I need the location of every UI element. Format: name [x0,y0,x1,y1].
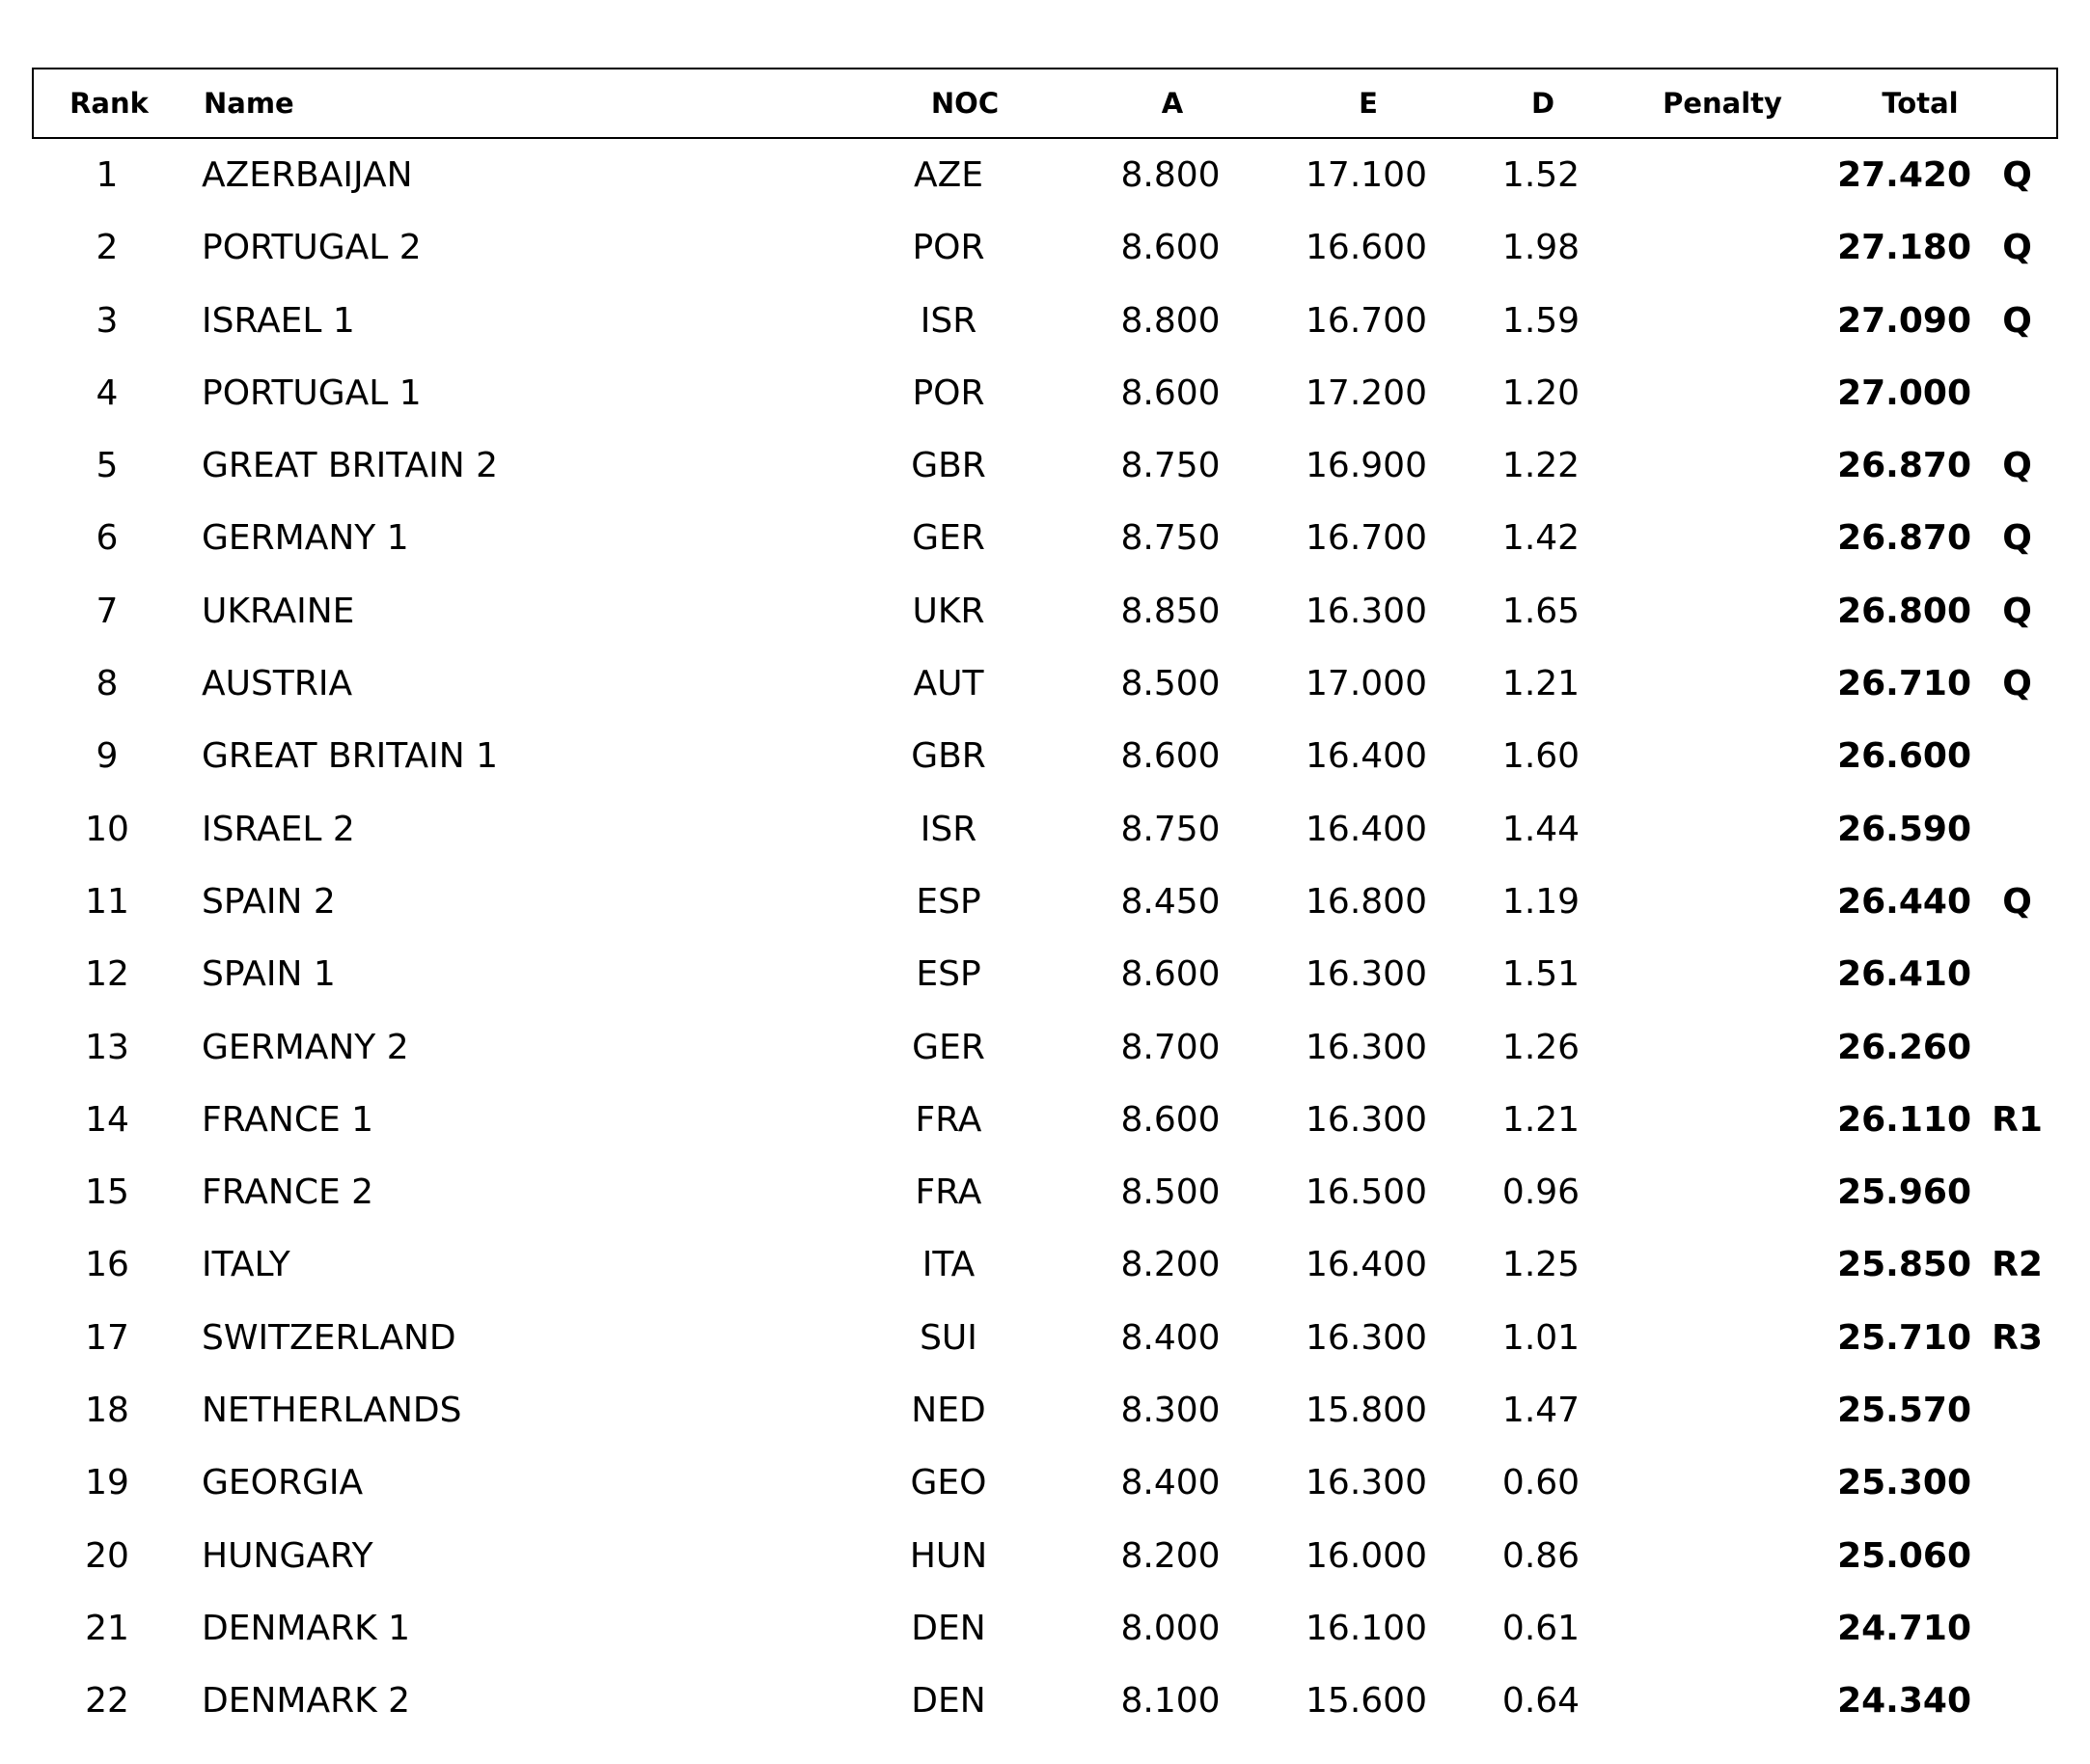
e-score-cell: 17.000 [1306,664,1427,704]
a-score-cell: 8.800 [1120,300,1221,341]
d-score-cell: 1.01 [1501,1317,1581,1358]
noc-cell: HUN [909,1535,988,1576]
table-row [32,211,2058,284]
total-score-cell: 27.420 [1837,155,1971,195]
table-row [32,648,2058,720]
noc-cell: FRA [915,1099,982,1140]
table-header [32,68,2058,139]
a-score-cell: 8.500 [1120,1172,1221,1213]
rank-cell: 21 [85,1608,129,1648]
team-name-cell: GERMANY 2 [202,1027,409,1067]
penalty-cell [1614,1302,1827,1374]
table-row [32,1156,2058,1228]
rank-cell: 2 [96,228,119,268]
penalty-cell [1614,429,1827,502]
table-row [32,938,2058,1010]
noc-cell: ISR [920,809,977,849]
table-row [32,1302,2058,1374]
table-row [32,1447,2058,1519]
a-score-cell: 8.600 [1120,736,1221,777]
team-name-cell: HUNGARY [202,1535,373,1576]
team-name-cell: SPAIN 1 [202,954,336,995]
e-score-cell: 16.100 [1306,1608,1427,1648]
total-score-cell: 24.340 [1837,1681,1971,1722]
rank-cell: 8 [96,664,119,704]
e-score-cell: 16.300 [1306,954,1427,995]
rank-cell: 16 [85,1245,129,1285]
team-name-cell: ITALY [202,1245,290,1285]
qualification-mark: Q [2002,228,2032,268]
penalty-cell [1614,1374,1827,1447]
e-score-cell: 16.300 [1306,1099,1427,1140]
noc-cell: ESP [916,954,981,995]
noc-cell: ITA [921,1245,976,1285]
qualification-mark [1981,357,2053,429]
noc-cell: FRA [915,1172,982,1213]
total-score-cell: 26.590 [1837,809,1971,849]
e-score-cell: 16.300 [1306,1463,1427,1503]
d-score-cell: 0.60 [1501,1463,1581,1503]
total-score-cell: 27.000 [1837,372,1971,413]
team-name-cell: SWITZERLAND [202,1317,456,1358]
team-name-cell: DENMARK 1 [202,1608,411,1648]
e-score-cell: 16.300 [1306,591,1427,631]
rank-cell: 19 [85,1463,129,1503]
noc-cell: ISR [920,300,977,341]
a-score-cell: 8.600 [1120,954,1221,995]
penalty-cell [1614,285,1827,357]
e-score-cell: 15.800 [1306,1391,1427,1431]
a-score-cell: 8.100 [1120,1681,1221,1722]
table-row [32,575,2058,648]
table-row [32,1665,2058,1737]
qualification-mark: R3 [1992,1317,2043,1358]
qualification-mark [1981,1520,2053,1592]
total-score-cell: 27.180 [1837,228,1971,268]
team-name-cell: GREAT BRITAIN 1 [202,736,498,777]
d-score-cell: 1.98 [1501,228,1581,268]
rank-cell: 12 [85,954,129,995]
qualification-mark: Q [2002,518,2032,559]
team-name-cell: PORTUGAL 1 [202,372,422,413]
penalty-cell [1614,938,1827,1010]
total-score-cell: 26.440 [1837,881,1971,922]
e-score-cell: 16.000 [1306,1535,1427,1576]
table-row [32,139,2058,211]
e-score-cell: 16.600 [1306,228,1427,268]
d-score-cell: 0.64 [1501,1681,1581,1722]
rank-cell: 5 [96,446,119,486]
total-score-cell: 24.710 [1837,1608,1971,1648]
team-name-cell: ISRAEL 2 [202,809,355,849]
total-score-cell: 26.870 [1837,446,1971,486]
d-score-cell: 1.21 [1501,664,1581,704]
header-name: Name [204,87,294,120]
header-rank: Rank [69,87,149,120]
d-score-cell: 1.20 [1501,372,1581,413]
team-name-cell: UKRAINE [202,591,355,631]
total-score-cell: 26.800 [1837,591,1971,631]
penalty-cell [1614,1447,1827,1519]
rank-cell: 22 [85,1681,129,1722]
a-score-cell: 8.750 [1120,446,1221,486]
rank-cell: 1 [96,155,119,195]
a-score-cell: 8.200 [1120,1535,1221,1576]
qualification-mark: Q [2002,155,2032,195]
rank-cell: 4 [96,372,119,413]
rank-cell: 3 [96,300,119,341]
d-score-cell: 1.59 [1501,300,1581,341]
a-score-cell: 8.500 [1120,664,1221,704]
e-score-cell: 16.400 [1306,809,1427,849]
qualification-mark [1981,1374,2053,1447]
team-name-cell: PORTUGAL 2 [202,228,422,268]
rank-cell: 6 [96,518,119,559]
table-row [32,1084,2058,1156]
team-name-cell: GEORGIA [202,1463,364,1503]
d-score-cell: 1.25 [1501,1245,1581,1285]
noc-cell: DEN [911,1608,986,1648]
team-name-cell: FRANCE 1 [202,1099,374,1140]
table-row [32,502,2058,574]
header-a: A [1161,87,1184,120]
a-score-cell: 8.750 [1120,518,1221,559]
a-score-cell: 8.750 [1120,809,1221,849]
total-score-cell: 25.960 [1837,1172,1971,1213]
noc-cell: NED [911,1391,986,1431]
e-score-cell: 16.900 [1306,446,1427,486]
team-name-cell: AZERBAIJAN [202,155,413,195]
total-score-cell: 25.710 [1837,1317,1971,1358]
qualification-mark [1981,720,2053,792]
rank-cell: 11 [85,881,129,922]
total-score-cell: 26.110 [1837,1099,1971,1140]
table-row [32,1228,2058,1301]
d-score-cell: 0.96 [1501,1172,1581,1213]
d-score-cell: 1.42 [1501,518,1581,559]
penalty-cell [1614,1228,1827,1301]
qualification-mark: Q [2002,446,2032,486]
team-name-cell: DENMARK 2 [202,1681,411,1722]
total-score-cell: 27.090 [1837,300,1971,341]
e-score-cell: 16.800 [1306,881,1427,922]
noc-cell: GBR [911,446,986,486]
team-name-cell: AUSTRIA [202,664,353,704]
penalty-cell [1614,1156,1827,1228]
e-score-cell: 16.300 [1306,1317,1427,1358]
noc-cell: GER [912,518,985,559]
e-score-cell: 17.100 [1306,155,1427,195]
penalty-cell [1614,1084,1827,1156]
table-row [32,1592,2058,1665]
qualification-mark [1981,938,2053,1010]
noc-cell: AUT [913,664,984,704]
e-score-cell: 16.300 [1306,1027,1427,1067]
rank-cell: 15 [85,1172,129,1213]
a-score-cell: 8.850 [1120,591,1221,631]
header-total: Total [1882,87,1959,120]
d-score-cell: 1.65 [1501,591,1581,631]
table-row [32,429,2058,502]
penalty-cell [1614,1592,1827,1665]
e-score-cell: 16.700 [1306,518,1427,559]
e-score-cell: 16.700 [1306,300,1427,341]
table-row [32,285,2058,357]
penalty-cell [1614,575,1827,648]
penalty-cell [1614,357,1827,429]
d-score-cell: 1.47 [1501,1391,1581,1431]
total-score-cell: 26.710 [1837,664,1971,704]
qualification-mark [1981,1156,2053,1228]
rank-cell: 7 [96,591,119,631]
noc-cell: SUI [920,1317,977,1358]
penalty-cell [1614,1665,1827,1737]
noc-cell: UKR [912,591,985,631]
rank-cell: 9 [96,736,119,777]
qualification-mark [1981,1011,2053,1084]
a-score-cell: 8.600 [1120,372,1221,413]
rank-cell: 20 [85,1535,129,1576]
d-score-cell: 1.22 [1501,446,1581,486]
qualification-mark: Q [2002,881,2032,922]
rank-cell: 13 [85,1027,129,1067]
header-d: D [1530,87,1555,120]
header-penalty: Penalty [1663,87,1782,120]
e-score-cell: 16.400 [1306,736,1427,777]
noc-cell: DEN [911,1681,986,1722]
team-name-cell: GERMANY 1 [202,518,409,559]
a-score-cell: 8.400 [1120,1463,1221,1503]
qualification-mark [1981,1592,2053,1665]
a-score-cell: 8.200 [1120,1245,1221,1285]
total-score-cell: 25.570 [1837,1391,1971,1431]
team-name-cell: NETHERLANDS [202,1391,462,1431]
table-row [32,1374,2058,1447]
noc-cell: AZE [913,155,984,195]
a-score-cell: 8.800 [1120,155,1221,195]
d-score-cell: 1.19 [1501,881,1581,922]
e-score-cell: 15.600 [1306,1681,1427,1722]
qualification-mark: R2 [1992,1245,2043,1285]
noc-cell: POR [912,372,985,413]
table-row [32,1011,2058,1084]
e-score-cell: 16.500 [1306,1172,1427,1213]
header-e: E [1359,87,1378,120]
a-score-cell: 8.700 [1120,1027,1221,1067]
d-score-cell: 1.26 [1501,1027,1581,1067]
penalty-cell [1614,720,1827,792]
penalty-cell [1614,139,1827,211]
noc-cell: ESP [916,881,981,922]
header-noc: NOC [930,87,1000,120]
penalty-cell [1614,1520,1827,1592]
a-score-cell: 8.400 [1120,1317,1221,1358]
a-score-cell: 8.600 [1120,1099,1221,1140]
a-score-cell: 8.000 [1120,1608,1221,1648]
total-score-cell: 25.850 [1837,1245,1971,1285]
e-score-cell: 17.200 [1306,372,1427,413]
qualification-mark: Q [2002,591,2032,631]
table-row [32,720,2058,792]
noc-cell: POR [912,228,985,268]
qualification-mark: Q [2002,664,2032,704]
team-name-cell: FRANCE 2 [202,1172,374,1213]
table-row [32,793,2058,866]
total-score-cell: 26.870 [1837,518,1971,559]
d-score-cell: 1.44 [1501,809,1581,849]
d-score-cell: 1.52 [1501,155,1581,195]
noc-cell: GER [912,1027,985,1067]
penalty-cell [1614,866,1827,938]
rank-cell: 18 [85,1391,129,1431]
rank-cell: 17 [85,1317,129,1358]
qualification-mark [1981,793,2053,866]
d-score-cell: 0.86 [1501,1535,1581,1576]
total-score-cell: 26.410 [1837,954,1971,995]
d-score-cell: 1.60 [1501,736,1581,777]
penalty-cell [1614,648,1827,720]
qualification-mark [1981,1447,2053,1519]
penalty-cell [1614,211,1827,284]
d-score-cell: 1.21 [1501,1099,1581,1140]
total-score-cell: 26.260 [1837,1027,1971,1067]
qualification-mark [1981,1665,2053,1737]
team-name-cell: SPAIN 2 [202,881,336,922]
d-score-cell: 1.51 [1501,954,1581,995]
qualification-mark: R1 [1992,1099,2043,1140]
table-body [32,139,2058,1738]
total-score-cell: 25.060 [1837,1535,1971,1576]
d-score-cell: 0.61 [1501,1608,1581,1648]
a-score-cell: 8.450 [1120,881,1221,922]
penalty-cell [1614,1011,1827,1084]
total-score-cell: 25.300 [1837,1463,1971,1503]
results-table [32,68,2058,1738]
rank-cell: 10 [85,809,129,849]
e-score-cell: 16.400 [1306,1245,1427,1285]
team-name-cell: GREAT BRITAIN 2 [202,446,498,486]
team-name-cell: ISRAEL 1 [202,300,355,341]
penalty-cell [1614,793,1827,866]
table-row [32,1520,2058,1592]
rank-cell: 14 [85,1099,129,1140]
total-score-cell: 26.600 [1837,736,1971,777]
noc-cell: GEO [910,1463,987,1503]
penalty-cell [1614,502,1827,574]
table-row [32,357,2058,429]
table-row [32,866,2058,938]
noc-cell: GBR [911,736,986,777]
a-score-cell: 8.600 [1120,228,1221,268]
a-score-cell: 8.300 [1120,1391,1221,1431]
qualification-mark: Q [2002,300,2032,341]
